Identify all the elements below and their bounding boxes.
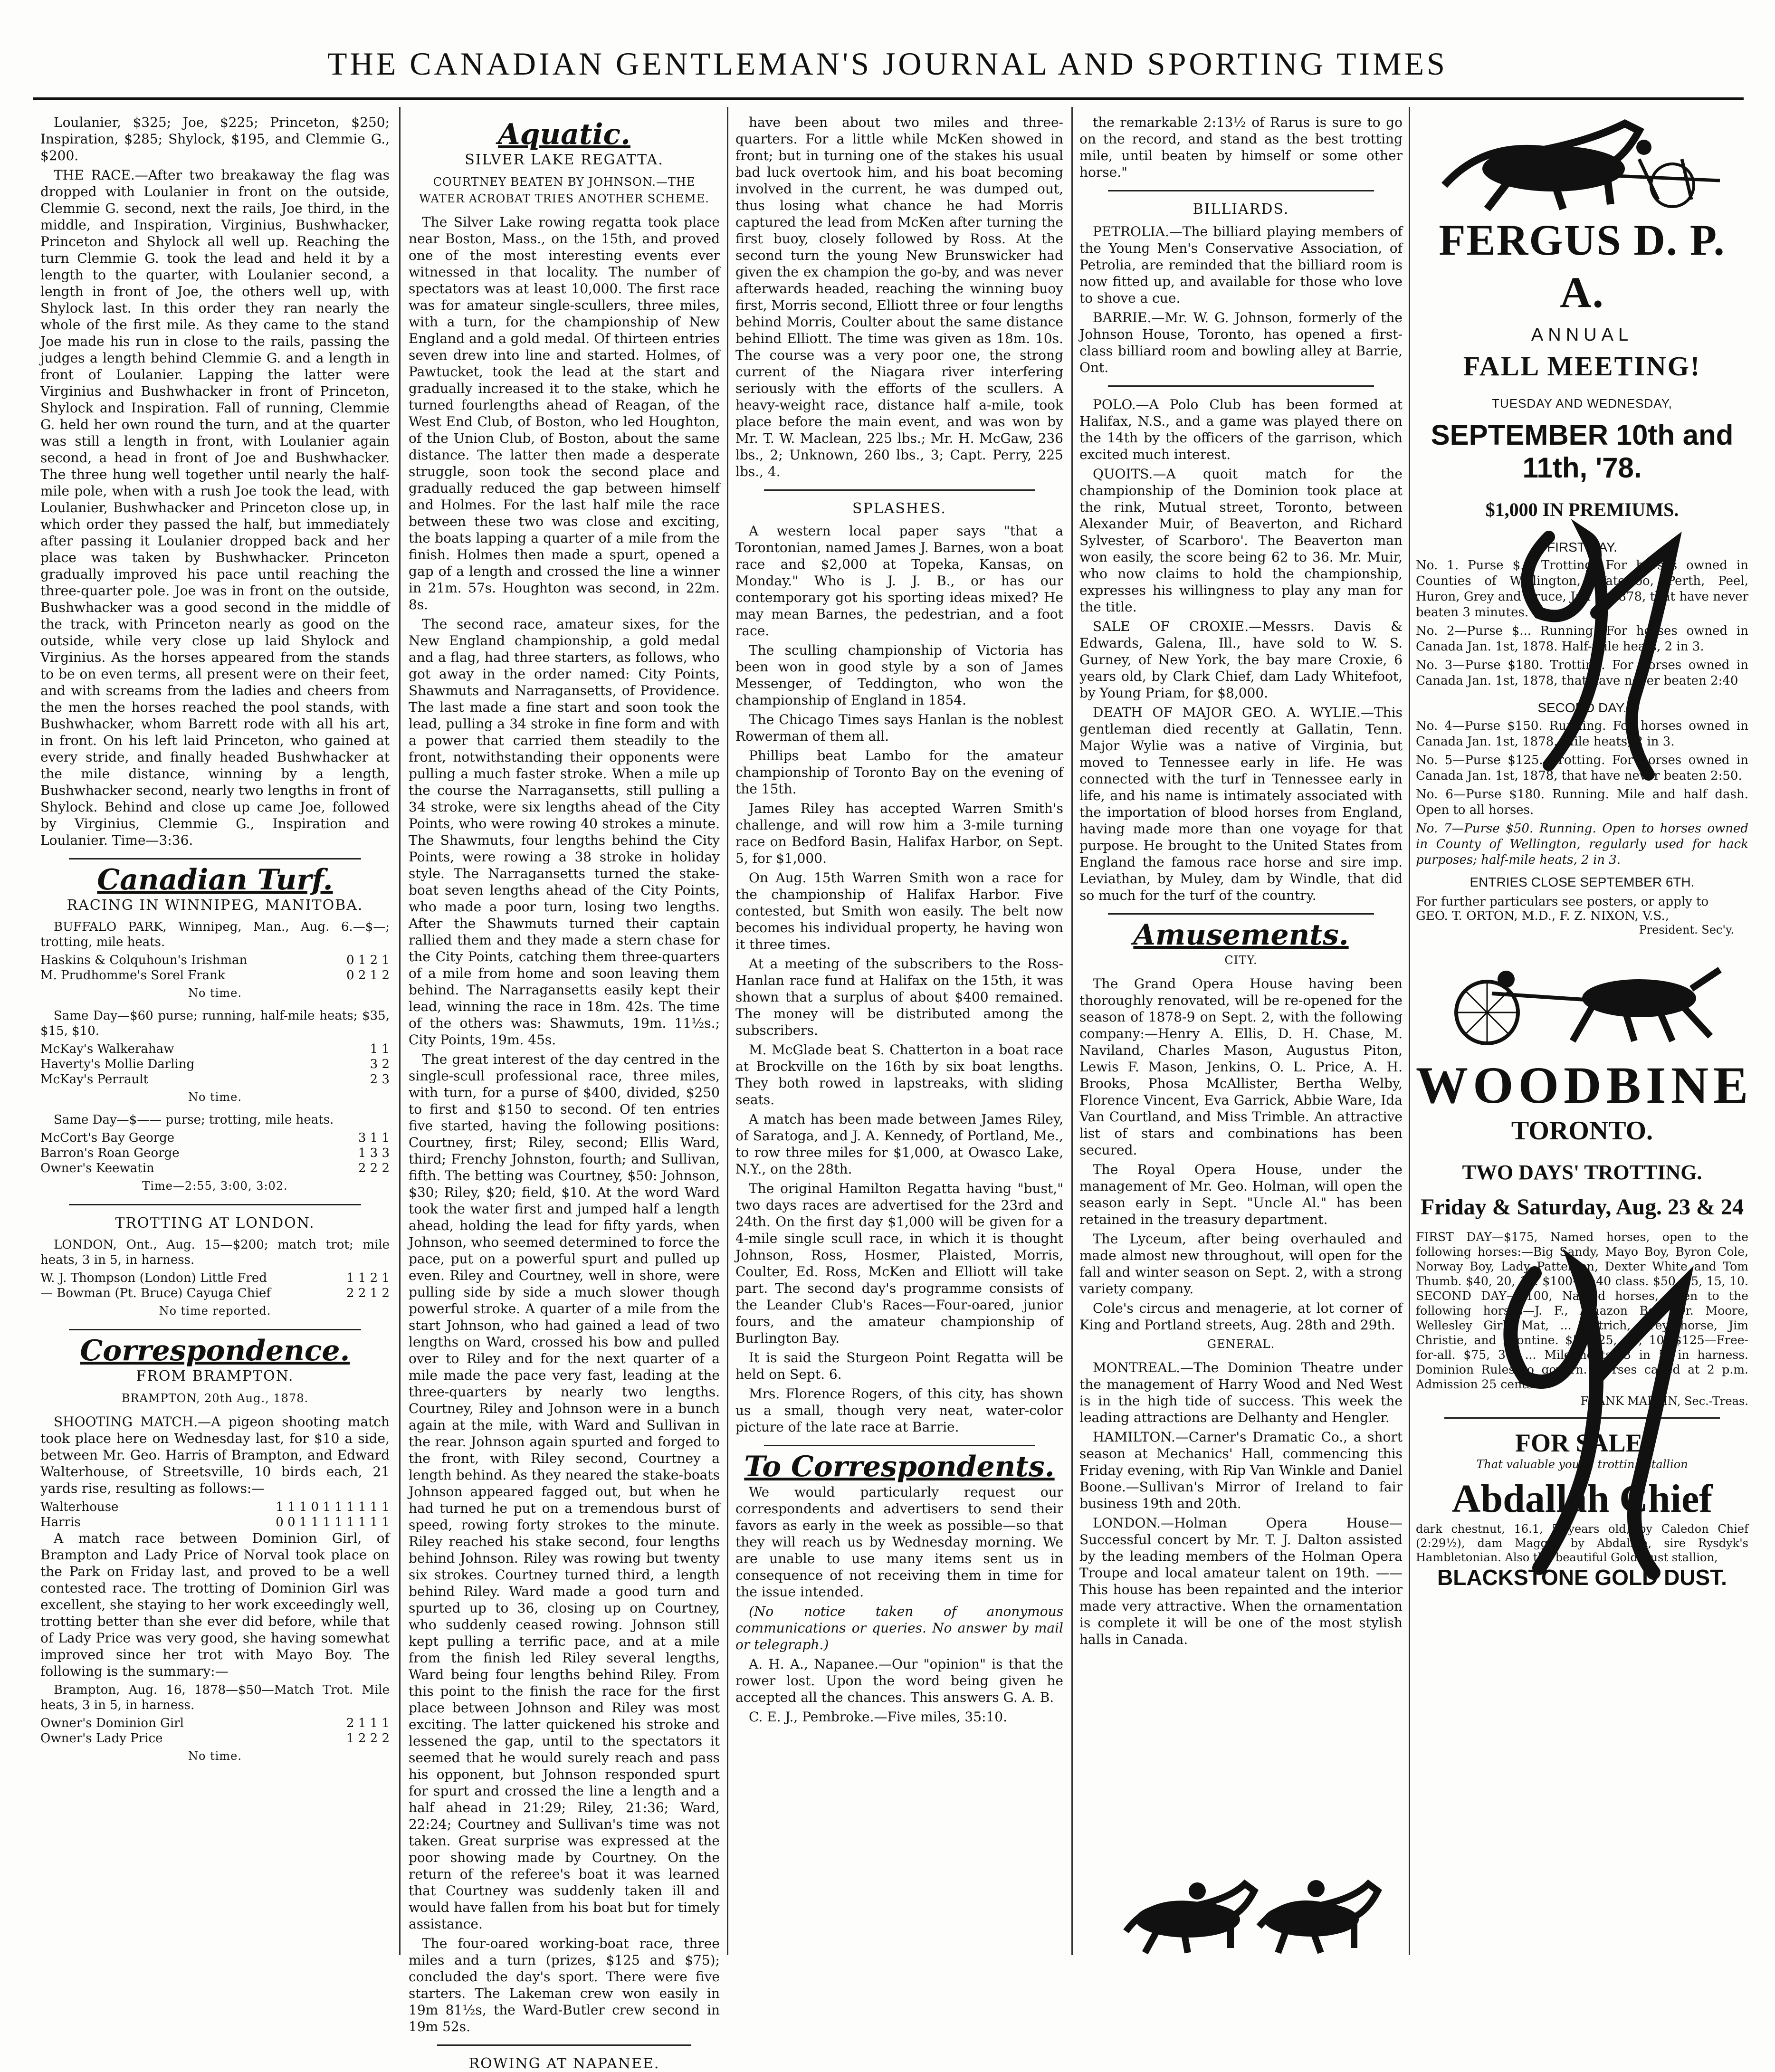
results-table (40, 1041, 390, 1087)
paragraph: LONDON.—Holman Opera House—Successful concert by Mr. T. J. Dalton assisted by the leading members of the Holman Opera Troupe and local amateur talent on 19th. ——This house has been repainted and the interior made very attractive. When the ornamentation is complete it will be one of the most stylish halls in Canada. (1079, 1515, 1403, 1647)
article-headline: RACING IN WINNIPEG, MANITOBA. (67, 897, 363, 914)
splash-item: On Aug. 15th Warren Smith won a race for the championship of Halifax Harbor. Five contested, but Smith won easily. The belt now becomes his individual property, he having won it three times. (735, 870, 1063, 952)
paragraph: The four-oared working-boat race, three miles and a turn (prizes, $125 and $75); concluded the day's sport. There were five starters. The Lakeman crew won easily in 19m 81½s, the Ward-Butler crew second in 19m 52s. (409, 1936, 720, 2034)
result-row: McKay's Perrault 2 3 (40, 1072, 390, 1087)
race-entry: No. 6—Purse $180. Running. Mile and half dash. Open to all horses. (1416, 787, 1748, 817)
paragraph: The Silver Lake rowing regatta took place near Boston, Mass., on the 15th, and proved one of the most interesting events ever witnessed in that locality. The number of spectators was at least 10,000. The first race was for amateur single-scullers, three miles, with a turn, for the championship of New England and a gold medal. Of thirteen entries seven drew into line and started. Holmes, of Pawtucket, took the lead at the start and gradually increased it to the stake, which he turned fourlengths ahead of Reagan, of the West End Club, of Boston, who led Houghton, of the Union Club, of Boston, about the same distance. The latter then made a desperate struggle, soon took the second place and gradually reduced the gap between himself and Holmes. For the last half mile the race between these two was close and exciting, the boats lapping a quarter of a mile from the finish. Holmes then made a spurt, opened a gap of a length and crossed the line a winner in 21m. 57s. Houghton was second, in 22m. 8s. (409, 214, 720, 612)
result-row: M. Prudhomme's Sorel Frank 0 2 1 2 (40, 968, 390, 983)
article-headline: TROTTING AT LONDON. (115, 1215, 315, 1232)
for-sale-subtitle: That valuable young trotting stallion (1476, 1458, 1688, 1471)
subsection-title: GENERAL. (1207, 1337, 1275, 1351)
paragraph: Cole's circus and menagerie, at lot corner of King and Portland streets, Aug. 28th and 29th. (1079, 1300, 1403, 1333)
section-title: Amusements. (1133, 918, 1349, 952)
paragraph: A. H. A., Napanee.—Our "opinion" is that the rower lost. Upon the word being given he accepted all the chances. This answers G. A. B. (735, 1656, 1063, 1705)
article-headline: SILVER LAKE REGATTA. (465, 152, 664, 168)
section-title: Aquatic. (498, 118, 630, 151)
time-note: No time. (188, 1749, 242, 1763)
divider (69, 1329, 361, 1330)
results-table (40, 953, 390, 983)
woodbine-title: WOODBINE (1416, 1056, 1753, 1114)
signers: GEO. T. ORTON, M.D., F. Z. NIXON, V.S., (1416, 909, 1669, 923)
results-table (40, 1716, 390, 1746)
result-row: Haskins & Colquhoun's Irishman 0 1 2 1 (40, 953, 390, 967)
splash-item: Mrs. Florence Rogers, of this city, has shown us a small, though very neat, water-color picture of the late race at Barrie. (735, 1386, 1063, 1435)
section-title: To Correspondents. (744, 1450, 1055, 1483)
splash-item: M. McGlade beat S. Chatterton in a boat race at Brockville on the 16th by six boat lengths. They both rowed in lapstreaks, with sliding seats. (735, 1042, 1063, 1108)
splash-item: A western local paper says "that a Torontonian, named James J. Barnes, won a boat race and $2,000 at Topeka, Kansas, on Monday." Who is J. J. B., or has our contemporary got his sporting ideas mixed? He may mean Barnes, the pedestrian, and a foot race. (735, 523, 1063, 639)
result-row: Haverty's Mollie Darling 3 2 (40, 1057, 390, 1071)
result-row: Owner's Lady Price 1 2 2 2 (40, 1731, 390, 1746)
paragraph: PETROLIA.—The billiard playing members of the Young Men's Conservative Association, of Petrolia, are reminded that the billiard room is now fitted up, and available for those who love to shove a cue. (1079, 224, 1403, 306)
result-row: — Bowman (Pt. Bruce) Cayuga Chief 2 2 1 2 (40, 1286, 390, 1300)
article-subheadline: COURTNEY BEATEN BY JOHNSON.—THE WATER ACROBAT TRIES ANOTHER SCHEME. (419, 175, 709, 205)
paragraph: The Grand Opera House having been thoroughly renovated, will be re-opened for the season of 1878-9 on Sept. 2, with the following company:—Henry A. Ellis, D. H. Chase, M. Naviland, Charles Mason, Augustus Piton, Lewis F. Mason, Jenkins, O. L. Price, A. H. Brooks, Phosa McAllister, Bertha Welby, Florence Vincent, Eva Garrick, Abbie Ware, Ida Van Courtland, and Miss Trimble. An attractive list of stars and combinations has been secured. (1079, 976, 1403, 1158)
further-particulars: For further particulars see posters, or apply to (1416, 895, 1709, 909)
masthead: THE CANADIAN GENTLEMAN'S JOURNAL AND SPORTING TIMES (327, 46, 1448, 82)
for-sale-title: FOR SALE. (1515, 1429, 1650, 1457)
divider (1108, 190, 1374, 191)
result-row: Barron's Roan George 1 3 3 (40, 1146, 390, 1160)
result-row: Walterhouse 1 1 1 0 1 1 1 1 1 1 (40, 1500, 390, 1514)
trotting-horse-engraving (1435, 114, 1729, 214)
handwritten-signature-mark (1482, 1245, 1710, 1577)
fergus-title: FERGUS D. P. A. (1439, 216, 1726, 316)
result-row: Owner's Dominion Girl 2 1 1 1 (40, 1716, 390, 1730)
column-divider (1409, 107, 1410, 1955)
paragraph: SHOOTING MATCH.—A pigeon shooting match took place here on Wednesday last, for $10 a side, between Mr. Geo. Harris of Brampton, and Edward Walterhouse, of Streetsville, 10 birds each, 21 yards rise, resulting as follows:— (40, 1414, 390, 1496)
divider (437, 2044, 691, 2046)
paragraph: The Lyceum, after being overhauled and made almost new throughout, will open for the fall and winter season on Sept. 2, with a strong variety company. (1079, 1231, 1403, 1297)
article-headline: BILLIARDS. (1193, 201, 1289, 218)
subsection-title: CITY. (1224, 954, 1258, 967)
splash-item: The Chicago Times says Hanlan is the noblest Rowerman of them all. (735, 712, 1063, 744)
column-divider (1071, 107, 1073, 1955)
column-divider (399, 107, 401, 1955)
time-note: No time reported. (159, 1304, 271, 1318)
notice: (No notice taken of anonymous communications or queries. No answer by mail or telegraph.) (735, 1604, 1063, 1652)
result-row: McKay's Walkerahaw 1 1 (40, 1042, 390, 1056)
article-headline: ROWING AT NAPANEE. (468, 2055, 660, 2072)
result-row: W. J. Thompson (London) Little Fred 1 1 2 1 (40, 1271, 390, 1285)
race-entry: No. 2—Purse $... Running. For horses owned in Canada Jan. 1st, 1878. Half-mile heats, 2 in 3. (1416, 624, 1748, 654)
splash-item: It is said the Sturgeon Point Regatta will be held on Sept. 6. (735, 1350, 1063, 1382)
handwritten-signature-mark (1492, 518, 1710, 784)
paragraph: The Royal Opera House, under the management of Mr. Geo. Holman, will open the season early in Sept. "Uncle Al." has been retained in the treasury department. (1079, 1162, 1403, 1227)
splash-item: A match has been made between James Riley, of Saratoga, and J. A. Kennedy, of Portland, Me., to row three miles for $1,000, at Owasco Lake, N.Y., on the 28th. (735, 1111, 1063, 1177)
article-headline: SPLASHES. (852, 500, 946, 517)
paragraph: The second race, amateur sixes, for the New England championship, a gold medal and a flag, had three starters, as follows, who got away in the order named: City Points, Shawmuts and Narragansetts, of Providence. The last made a fine start and soon took the lead, pulling a 34 stroke in fine form and with a power that carried them steadily to the front, notwithstanding their opponents were pulling a much faster stroke. When a mile up the course the Narragansetts, still pulling a 34 stroke, were six lengths ahead of the City Points, who were rowing 40 strokes a minute. The Shawmuts, four lengths behind the City Points, were rowing a 38 stroke in holiday style. The Narragansetts turned the stake-boat seven lengths ahead of the City Points, who made a poor turn, losing two lengths. After the Shawmuts turned their captain rallied them and they made a stern chase for the City Points, catching them three-quarters of a mile from home and soon leaving them behind. The Narragansetts easily kept their lead, winning the race in 18m. 42s. The time of the others was: Shawmuts, 19m. 11½s.; City Points, 19m. 45s. (409, 616, 720, 1048)
result-row: Owner's Keewatin 2 2 2 (40, 1161, 390, 1175)
divider (1108, 913, 1374, 915)
column-2 (409, 114, 720, 2072)
abdallah-chief-title: Abdallah Chief (1451, 1477, 1713, 1521)
results-table (40, 1270, 390, 1301)
paragraph: have been about two miles and three-quarters. For a little while McKen showed in front; but in turning one of the stakes his usual bad luck overtook him, and his boat becoming involved in the current, he was dumped out, thus losing what chance he had Morris captured the lead from McKen after turning the first buoy, closely followed by Ross. At the second turn the young New Brunswicker had given the ex champion the go-by, and was never afterwards headed, reaching the winning buoy first, Morris second, Elliott three or four lengths behind Morris, Coulter about the same distance behind Elliott. The time was given as 18m. 10s. The course was a very poor one, the strong current of the Niagara river interfering seriously with the efforts of the scullers. A heavy-weight race, distance half a-mile, took place before the main event, and was won by Mr. T. W. Maclean, 225 lbs.; Mr. H. McGaw, 236 lbs., 2; Unknown, 260 lbs., 3; Capt. Perry, 225 lbs., 4. (735, 115, 1063, 479)
splash-item: Phillips beat Lambo for the amateur championship of Toronto Bay on the evening of the 15th. (735, 748, 1063, 797)
entries-close: ENTRIES CLOSE SEPTEMBER 6TH. (1470, 875, 1695, 889)
manager-signature: FRANK MARTIN, Sec.-Treas. (1580, 1394, 1748, 1408)
column-3 (735, 114, 1063, 1957)
masthead-rule (33, 97, 1744, 100)
paragraph: QUOITS.—A quoit match for the championship of the Dominion took place at the rink, Mutual street, Toronto, between Alexander Muir, of Beaverton, and Richard Sylvester, of Scarboro'. The Beaverton man won easily, the score being 62 to 36. Mr. Muir, who now claims to hold the championship, expresses his willingness to play any man for the title. (1079, 466, 1403, 615)
divider (69, 1204, 361, 1205)
divider (1108, 385, 1374, 387)
paragraph: We would particularly request our correspondents and advertisers to send their favors as early in the week as possible—so that they will reach us by Wednesday morning. We are unable to use many items sent us in consequence of not receiving them in time for the issue intended. (735, 1484, 1063, 1600)
paragraph: LONDON, Ont., Aug. 15—$200; match trot; mile heats, 3 in 5, in harness. (40, 1238, 390, 1267)
paragraph: Same Day—$—— purse; trotting, mile heats. (54, 1113, 334, 1127)
splash-item: The original Hamilton Regatta having "bust," two days races are advertised for the 23rd and 24th. On the first day $1,000 will be given for a 4-mile single scull race, in which it is thought Johnson, Ross, Hosmer, Plaisted, Morris, Coulter, Ed. Ross, McKen and Elliott will take part. The second day's programme consists of the Leander Club's Races—Four-oared, junior fours, and the amateur championship of Burlington Bay. (735, 1181, 1063, 1346)
paragraph: The great interest of the day centred in the single-scull professional race, three miles, with turn, for a purse of $400, divided, $250 to first and $150 to second. Of ten entries five started, having the following positions: Courtney, first; Riley, second; Ellis Ward, third; Frenchy Johnston, fourth; and Sullivan, fifth. The betting was Courtney, $50: Johnson, $30; Riley, $20; field, $10. At the word Ward took the water first and jumped half a length ahead, holding the lead for fifty yards, when Johnson, who seemed determined to force the pace, put on a powerful spurt and pulled up even. Riley and Courtney, well in shore, were pulling side by side a much slower though powerful stroke. A quarter of a mile from the start Johnson, who had gained a lead of two lengths on Ward, crossed his bow and pulled over to Riley and for the next quarter of a mile made the pace very fast, leading at the three-quarters by nearly two lengths. Courtney, Riley and Johnson were in a bunch again at the mile, with Ward and Sullivan in the rear. Johnson again spurted and forged to the front, with Riley second, Courtney a length behind. As they neared the stake-boats Johnson appeared fagged out, but when he had turned he put on a tremendous burst of speed, rowing forty strokes to the minute. Riley reached his stake second, four lengths behind Johnson. Riley was rowing but twenty six strokes. Courtney turned third, a length behind Riley. Ward made a good turn and spurted up to 36, closing up on Courtney, who suddenly ceased rowing. Johnson still kept pulling a terrific pace, and at a mile from the finish led Riley several lengths, Ward being four lengths behind Riley. From this point to the finish the race for the first place between Johnson and Riley was most exciting. The latter quickened his stroke and lessened the gap, until to the spectators it seemed that he would surely reach and pass his opponent, but Johnson responded spurt for spurt and crossed the line a length and a half ahead in 21:29; Riley, 21:36; Ward, 22:24; Courtney and Sullivan's time was not taken. Great surprise was expressed at the poor showing made by Courtney. On the return of the referee's boat it was learned that Courtney was suddenly taken ill and would have fallen from his boat but for timely assistance. (409, 1051, 720, 1932)
first-day-label: FIRST DAY. (1547, 540, 1617, 554)
splash-item: The sculling championship of Victoria has been won in good style by a son of James Messenger, of Teddington, who won the championship of England in 1854. (735, 642, 1063, 708)
race-entry: No. 7—Purse $50. Running. Open to horses owned in County of Wellington, regularly used for hack purposes; half-mile heats, 2 in 3. (1416, 821, 1748, 867)
second-day-label: SECOND DAY. (1537, 700, 1627, 715)
paragraph: DEATH OF MAJOR GEO. A. WYLIE.—This gentleman died recently at Gallatin, Tenn. Major Wylie was a native of Virginia, but moved to Tennessee early in life. He was connected with the turf in Tennessee early in life, and his name is intimately associated with the importation of blood horses from England, having made more than one voyage for that purpose. He brought to the United States from England the famous race horse and sire imp. Leviathan, by Muley, dam by Windle, that did so much for the turf of the country. (1079, 705, 1403, 903)
results-table (40, 1130, 390, 1176)
divider (764, 489, 1035, 491)
race-entry: No. 5—Purse $125. Trotting. For horses owned in Canada Jan. 1st, 1878, that have never beaten 2:50. (1416, 753, 1748, 783)
premiums-label: $1,000 IN PREMIUMS. (1485, 499, 1679, 520)
column-4 (1079, 114, 1403, 1862)
time-note: No time. (188, 986, 242, 1000)
two-days-label: TWO DAYS' TROTTING. (1462, 1161, 1702, 1184)
paragraph: MONTREAL.—The Dominion Theatre under the management of Harry Wood and Ned West is in the high tide of success. This week the leading attractions are Delhanty and Hengler. (1079, 1360, 1403, 1425)
paragraph: SALE OF CROXIE.—Messrs. Davis & Edwards, Galena, Ill., have sold to W. S. Gurney, of New York, the bay mare Croxie, 6 years old, by Clark Chief, dam Lady Whitefoot, by Young Priam, for $8,000. (1079, 619, 1403, 701)
paragraph: BUFFALO PARK, Winnipeg, Man., Aug. 6.—$—; trotting, mile heats. (40, 920, 390, 949)
results-table (40, 1499, 390, 1530)
paragraph: Same Day—$60 purse; running, half-mile heats; $35, $15, $10. (40, 1009, 390, 1038)
result-row: Harris 0 0 1 1 1 1 1 1 1 1 (40, 1515, 390, 1529)
paragraph: HAMILTON.—Carner's Dramatic Co., a short season at Mechanics' Hall, commencing this Friday evening, with Rip Van Winkle and Daniel Boone.—Sullivan's Mirror of Ireland to fair business 19th and 20th. (1079, 1429, 1403, 1511)
race-entry: No. 1. Purse $... Trotting. For horses owned in Counties of Wellington, Waterloo, Perth, Peel, Huron, Grey and Bruce, Jan 1, 1878, that have never beaten 3 minutes. (1416, 558, 1748, 620)
dateline: BRAMPTON, 20th Aug., 1878. (121, 1392, 309, 1405)
splash-item: James Riley has accepted Warren Smith's challenge, and will row him a 3-mile turning race on Bedford Basin, Halifax Harbor, on Sept. 5, for $1,000. (735, 801, 1063, 866)
paragraph: POLO.—A Polo Club has been formed at Halifax, N.S., and a game was played there on the 14th by the officers of the garrison, which excited much interest. (1079, 397, 1403, 462)
days-label: TUESDAY AND WEDNESDAY, (1492, 396, 1672, 411)
dates-label: SEPTEMBER 10th and 11th, '78. (1431, 419, 1734, 484)
column-1 (40, 114, 390, 1957)
abdallah-details: dark chestnut, 16.1, 5 years old, by Caledon Chief (2:29½), dam Maggie by Abdallah, sire Rysdyk's Hambletonian. Also the beautiful Gold Dust stallion, (1416, 1522, 1748, 1564)
race-entry: No. 4—Purse $150. Running. For horses owned in Canada Jan. 1st, 1878. Mile heats, 2 in 3. (1416, 719, 1748, 749)
time-note: No time. (188, 1090, 242, 1104)
blackstone-title: BLACKSTONE GOLD DUST. (1437, 1565, 1727, 1590)
paragraph: Loulanier, $325; Joe, $225; Princeton, $250; Inspiration, $285; Shylock, $195, and Clemmie G., $200. (40, 115, 390, 163)
signers-titles: President. Sec'y. (1639, 923, 1734, 936)
annual-label: ANNUAL (1531, 325, 1633, 345)
paragraph: Brampton, Aug. 16, 1878—$50—Match Trot. Mile heats, 3 in 5, in harness. (40, 1683, 390, 1712)
paragraph: A match race between Dominion Girl, of Brampton and Lady Price of Norval took place on the Park on Friday last, and proved to be a well contested race. The trotting of Dominion Girl was excellent, she staying to her work exceedingly well, trotting better than she ever did before, while that of Lady Price was very good, she having somewhat improved since her trot with Mayo Boy. The following is the summary:— (40, 1530, 390, 1679)
divider (69, 858, 361, 859)
article-headline: FROM BRAMPTON. (136, 1368, 294, 1385)
splash-item: At a meeting of the subscribers to the Ross-Hanlan race fund at Halifax on the 15th, it was shown that a surplus of about $400 remained. The money will be distributed among the subscribers. (735, 956, 1063, 1038)
paragraph: C. E. J., Pembroke.—Five miles, 35:10. (749, 1709, 1007, 1725)
fall-meeting-title: FALL MEETING! (1463, 351, 1701, 382)
friday-dates: Friday & Saturday, Aug. 23 & 24 (1420, 1194, 1744, 1220)
sulky-engraving (1435, 951, 1729, 1046)
section-title: Canadian Turf. (97, 863, 333, 897)
section-title: Correspondence. (80, 1334, 350, 1367)
time-note: Time—2:55, 3:00, 3:02. (142, 1179, 288, 1193)
paragraph: THE RACE.—After two breakaway the flag was dropped with Loulanier in front on the outside, Clemmie G. second, next the rails, Joe third, in the middle, and Inspiration, Virginius, Bushwhacker, Princeton and Shylock all well up. Reaching the turn Clemmie G. took the lead and held it by a length to the quarter, with Loulanier second, a length in front of Joe, the others well up, with Shylock last. In this order they ran nearly the whole of the first mile. As they came to the stand Joe made his run in close to the rails, passing the judges a length behind Clemmie G. and a length in front of Loulanier. Lapping the latter were Virginius and Bushwhacker in front of Princeton, Shylock and Inspiration. Fall of running, Clemmie G. held her own round the turn, and at the quarter was still a length in front, with Loulanier again second, a head in front of Joe and Bushwhacker. The three hung well together until nearly the half-mile pole, when with a rush Joe took the lead, with Loulanier, Bushwhacker and Princeton close up, in which order they passed the half, but immediately after passing it Loulanier dropped back and her place was taken by Bushwhacker. Princeton gradually improved his pace until reaching the three-quarter pole. Joe was in front on the outside, Bushwhacker was a good second in the middle of the track, with Princeton nearly as good on the outside, while very close up laid Shylock and Virginius. As the horses appeared from the stands to be on even terms, all present were on their feet, and with screams from the ladies and cheers from the men the horses reached the pool stands, with Bushwhacker, whom Barrett rode with all his art, in front. On his left laid Princeton, who gained at every stride, and finally headed Bushwhacker at the mile distance, winning by a length, Bushwhacker second, nearly two lengths in front of Shylock. Behind and close up came Joe, followed by Virginius, Clemmie G., Inspiration and Loulanier. Time—3:36. (40, 167, 390, 848)
horse-racing-engraving (1088, 1865, 1397, 1955)
race-entry: No. 3—Purse $180. Trotting. For horses owned in Canada Jan. 1st, 1878, that have never beaten 2:40 (1416, 658, 1748, 688)
woodbine-details: FIRST DAY—$175, Named horses, open to the following horses:—Big Sandy, Mayo Boy, Byron Cole, Norway Boy, Lady Patterson, Dexter White and Tom Thumb. $40, 20, 15. $100—2:40 class. $50, 25, 15, 10. SECOND DAY—$100, Named horses, open to the following horses—J. F., Amazon Boy, Dr. Moore, Wellesley Girl, Mat, ... Ostrich, grey horse, Jim Christie, and Frontine. $50, 25, 15, 10. $125—Free-for-all. $75, 30, ... Mile heats, 3 in 5, in harness. Dominion Rules to govern. Horses called at 2 p.m. Admission 25 cents. (1416, 1230, 1748, 1391)
result-row: McCort's Bay George 3 1 1 (40, 1131, 390, 1145)
paragraph: the remarkable 2:13½ of Rarus is sure to go on the record, and stand as the best trotting mile, until beaten by himself or some other horse." (1079, 115, 1403, 180)
column-divider (727, 107, 728, 1955)
toronto-label: TORONTO. (1511, 1116, 1653, 1146)
paragraph: BARRIE.—Mr. W. G. Johnson, formerly of the Johnson House, Toronto, has opened a first-class billiard room and bowling alley at Barrie, Ont. (1079, 310, 1403, 375)
divider (764, 1445, 1035, 1446)
